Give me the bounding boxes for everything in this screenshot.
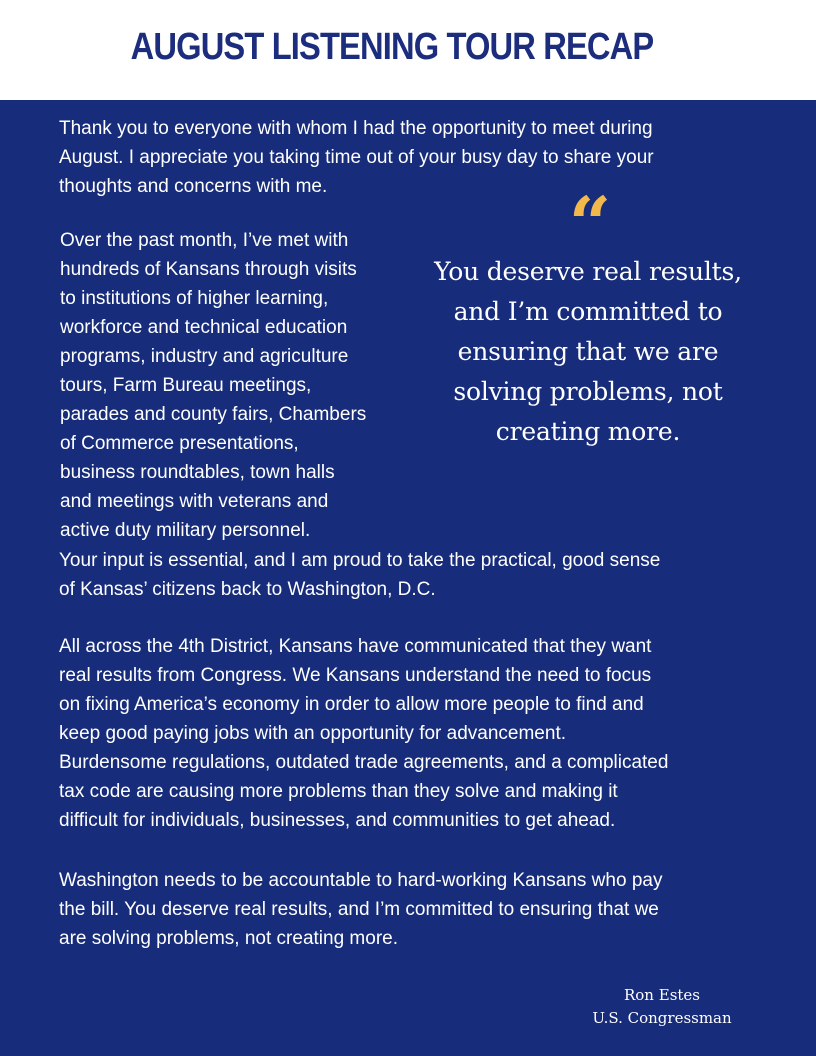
washington-paragraph: Washington needs to be accountable to hard-working Kansans who pay the bill. You deserve real results, and I’m committed to ensuring that we are solving problems, not creating more. [59,870,663,949]
page-title: AUGUST LISTENING TOUR RECAP [130,26,654,68]
input-paragraph: Your input is essential, and I am proud to take the practical, good sense of Kansas’ citizens back to Washington, D.C. [59,550,661,600]
intro-paragraph: Thank you to everyone with whom I had the opportunity to meet during August. I appreciate you taking time out of your busy day to share your thoughts and concerns with me. [59,118,654,197]
quote-mark-icon: “ [568,182,612,268]
visits-paragraph: Over the past month, I’ve met with hundreds of Kansans through visits to institutions of higher learning, workforce and technical education programs, industry and agriculture tours, Farm Bureau meetings, parades and county fairs, Chambers of Commerce presentations, business roundtables, town halls and meetings with veterans and active duty military personnel. [60,230,367,541]
header-band [0,0,816,100]
district-paragraph: All across the 4th District, Kansans have communicated that they want real results from Congress. We Kansans understand the need to focus on fixing America’s economy in order to allow more people to find and keep good paying jobs with an opportunity for advancement. Burdensome regulations, outdated trade agreements, and a complicated tax code are causing more problems than they solve and making it difficult for individuals, businesses, and communities to get ahead. [59,636,669,831]
pull-quote: You deserve real results, and I’m committed to ensuring that we are solving problems, not creating more. [434,257,742,446]
signature: Ron Estes U.S. Congressman [592,986,732,1027]
